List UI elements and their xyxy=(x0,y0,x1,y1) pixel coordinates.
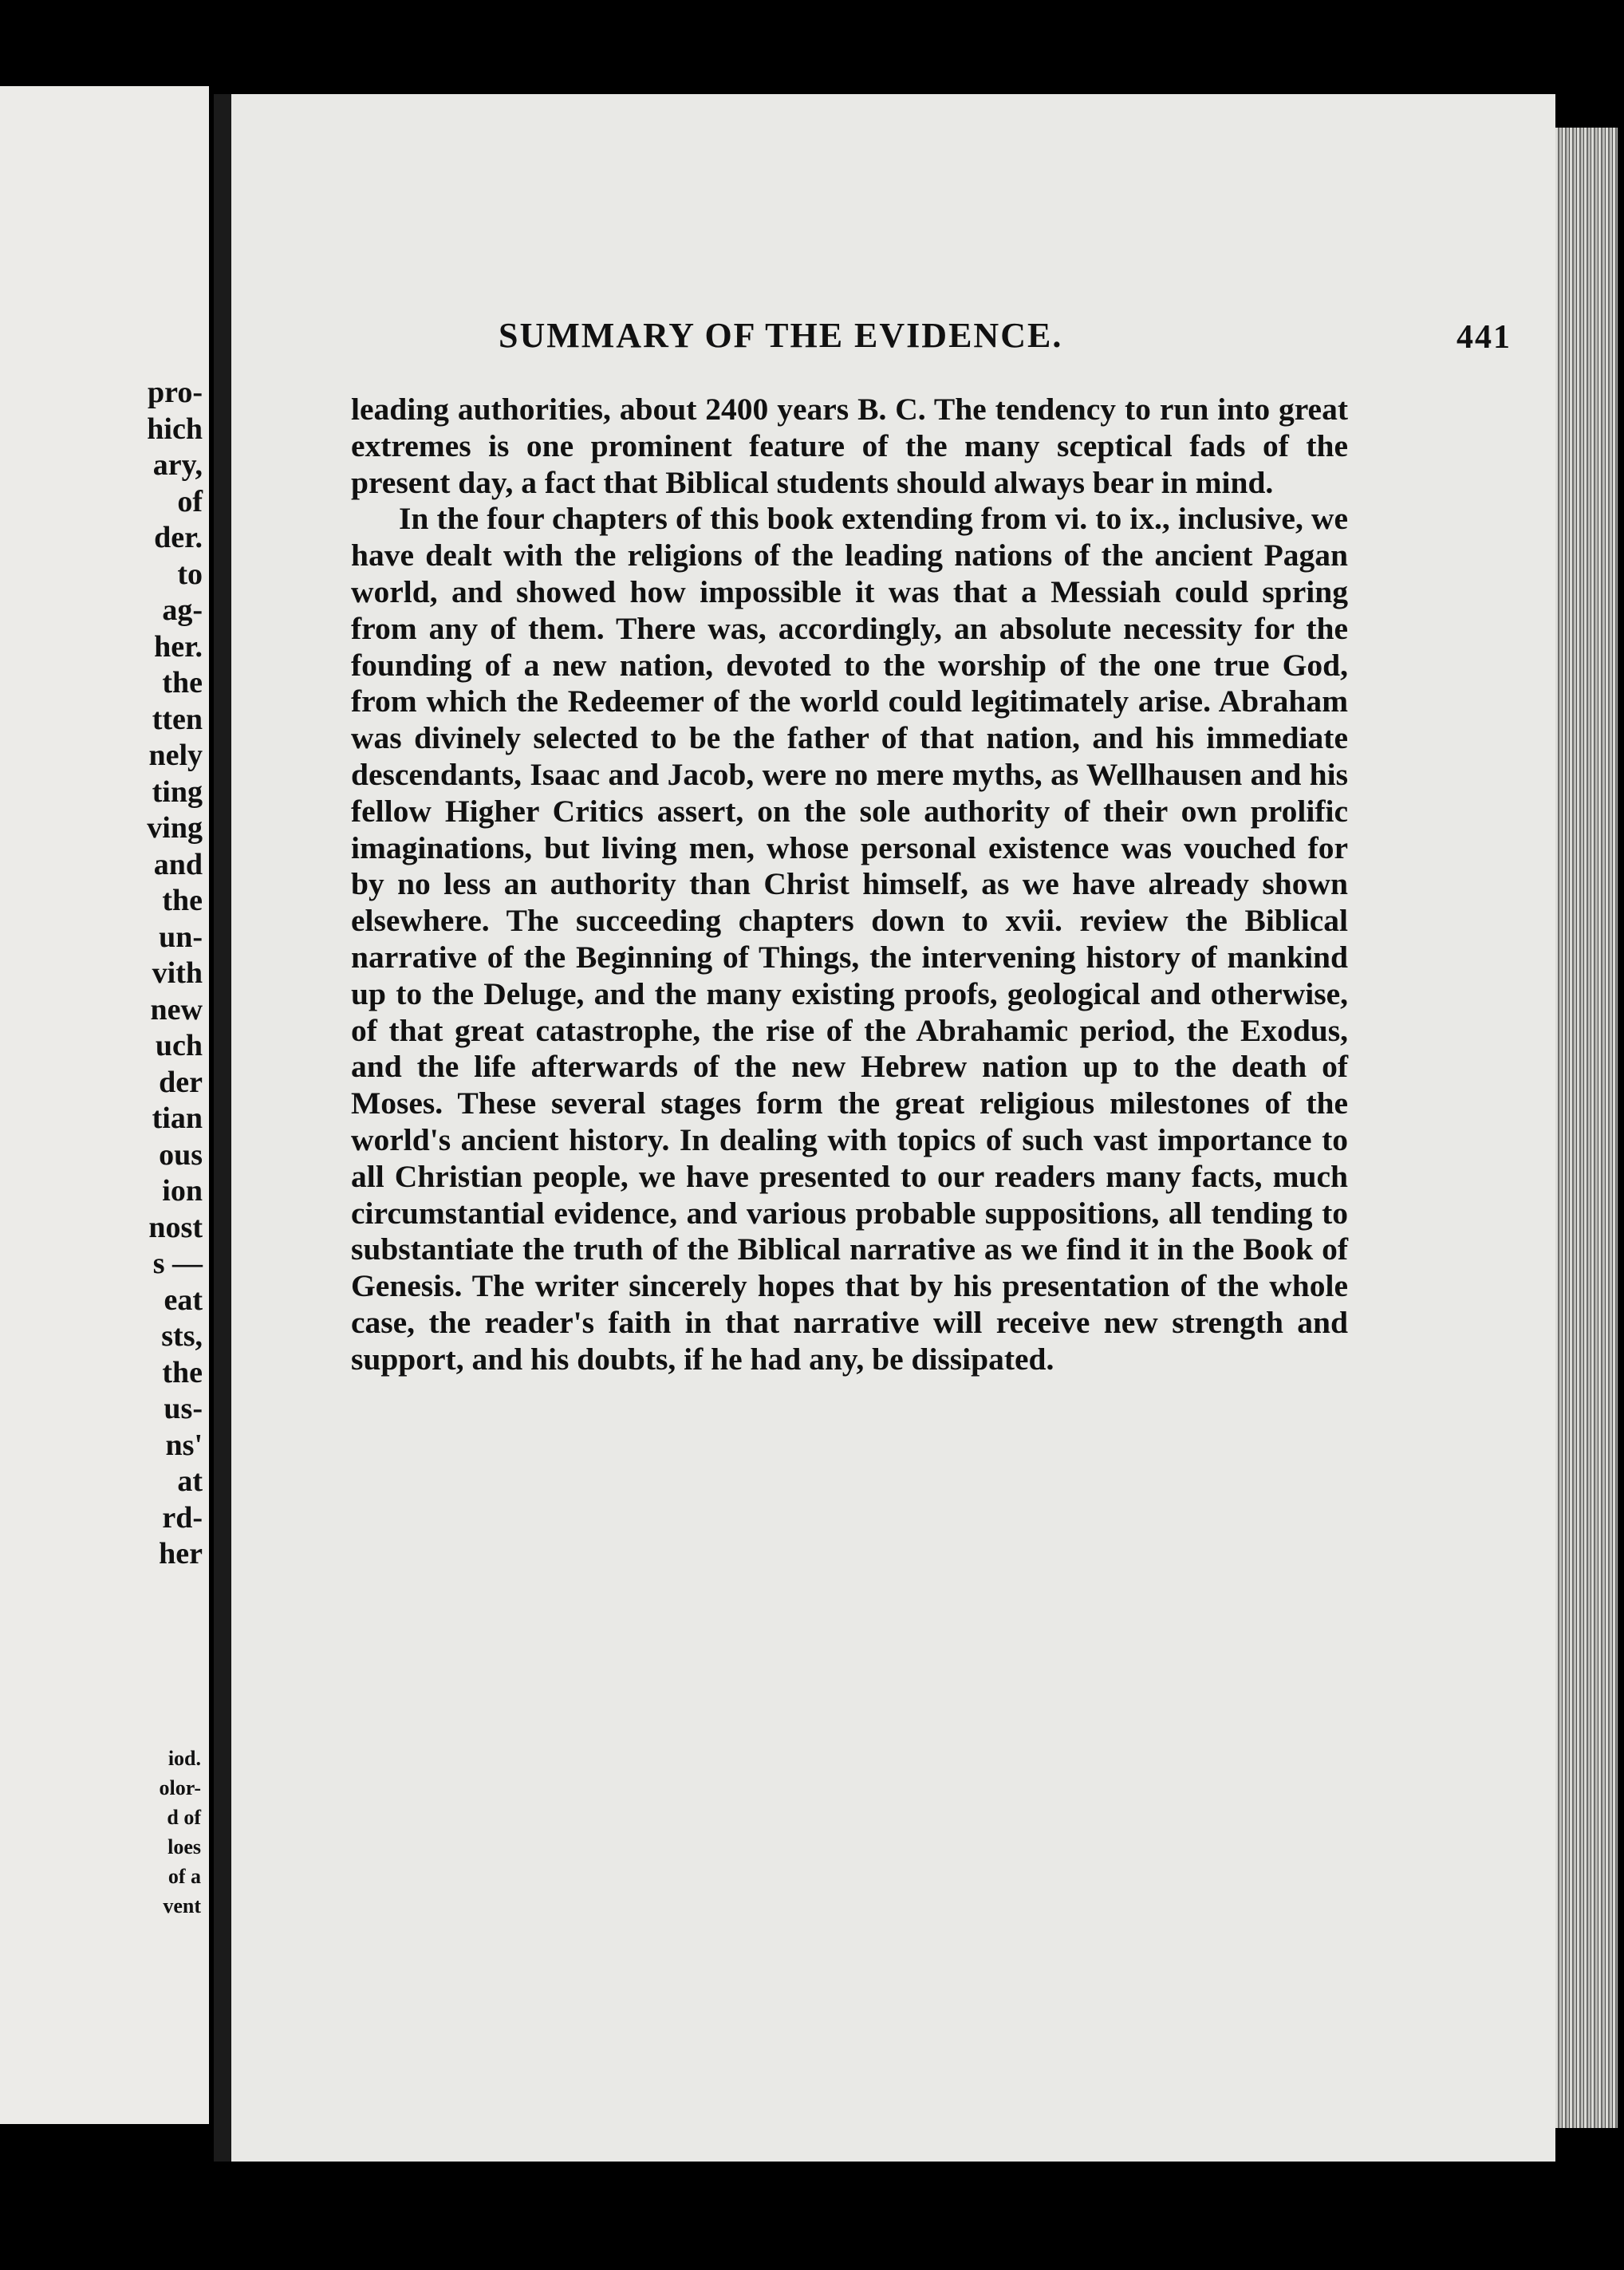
book-gutter xyxy=(214,94,231,2162)
paragraph-1: leading authorities, about 2400 years B. C. The tendency to run into great extremes is one prominent feature of the many sceptical fads of the present day, a fact that Biblical students should always bear in mind. xyxy=(351,392,1348,500)
running-title: SUMMARY OF THE EVIDENCE. xyxy=(499,316,1063,355)
body-text xyxy=(351,392,1348,1378)
paragraph-2: In the four chapters of this book extending from vi. to ix., inclusive, we have dealt with the religions of the leading nations of the ancient Pagan world, and showed how impossible it was that a Messiah could spring from any of them. There was, accordingly, an absolute necessity for the founding of a new nation, devoted to the worship of the one true God, from which the Redeemer of the world could legitimately arise. Abraham was divinely selected to be the father of that nation, and his immediate descendants, Isaac and Jacob, were no mere myths, as Wellhausen and his fellow Higher Critics assert, on the sole authority of their own prolific imaginations, but living men, whose personal existence was vouched for by no less an authority than Christ himself, as we have already shown elsewhere. The succeeding chapters down to xvii. review the Biblical narrative of the Beginning of Things, the intervening history of mankind up to the Deluge, and the many existing proofs, geological and otherwise, of that great catastrophe, the rise of the Abrahamic period, the Exodus, and the life afterwards of the new Hebrew nation up to the death of Moses. These several stages form the great religious milestones of the world's ancient history. In dealing with topics of such vast importance to all Christian people, we have presented to our readers many facts, much circumstantial evidence, and various probable suppositions, all tending to substantiate the truth of the Biblical narrative as we find it in the Book of Genesis. The writer sincerely hopes that by his presentation of the whole case, the reader's faith in that narrative will receive new strength and support, and his doubts, if he had any, be dissipated. xyxy=(351,501,1348,1377)
left-page-footnote-fragments: iod. olor- d of loes of a vent xyxy=(159,1747,201,1917)
left-page-text-fragments: pro- hich ary, of der. to ag- her. the tten nely ting ving and the un- vith new uch der tian ous ion nost s — eat sts, the us- ns' at rd- her xyxy=(147,376,203,1570)
page-block-edge xyxy=(1555,128,1618,2128)
page-number: 441 xyxy=(1456,319,1512,356)
left-page xyxy=(0,86,209,2124)
right-page xyxy=(231,94,1555,2162)
